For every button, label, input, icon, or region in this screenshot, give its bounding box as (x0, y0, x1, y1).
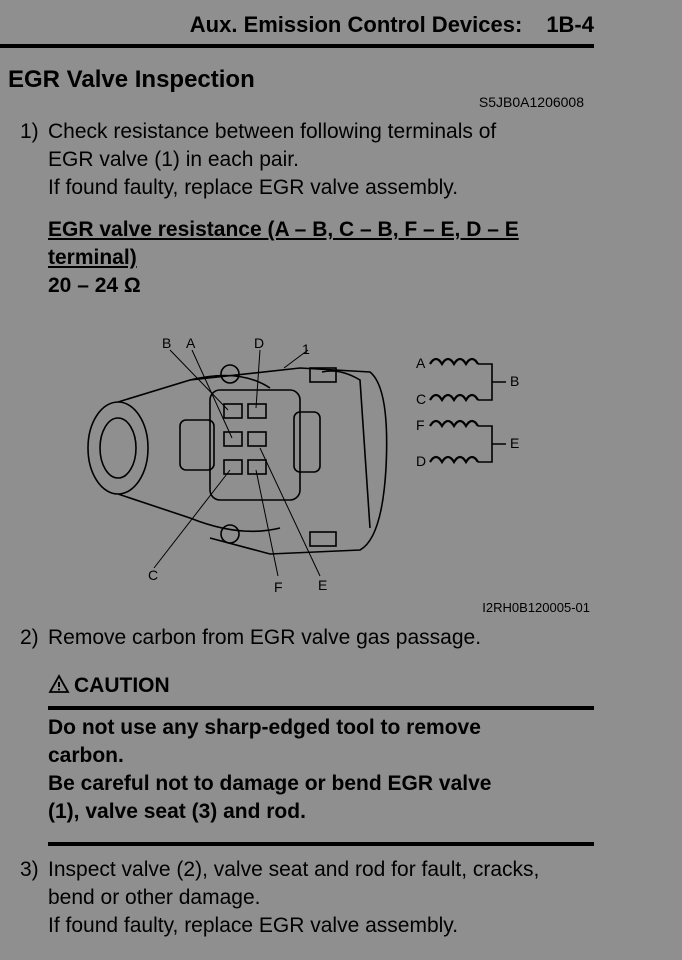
valve-housing-edge (322, 371, 370, 528)
terminal-b (224, 404, 242, 418)
step-1-number: 1) (20, 120, 39, 143)
terminal-mid (248, 432, 266, 446)
step-1-line-1: Check resistance between following terminals of (48, 120, 497, 143)
coil-c-b (430, 395, 478, 400)
page-number: 1B-4 (546, 12, 594, 37)
section-code: S5JB0A1206008 (478, 94, 584, 110)
section-title: EGR Valve Inspection (8, 66, 255, 93)
terminal-c (224, 460, 242, 474)
egr-valve-figure (70, 328, 550, 598)
step-1-line-2: EGR valve (1) in each pair. (48, 148, 299, 171)
terminal-f (248, 460, 266, 474)
schematic-f: F (416, 417, 425, 433)
callout-f: F (274, 579, 283, 595)
caution-heading (48, 674, 170, 698)
terminal-d (248, 404, 266, 418)
mount-bottom (310, 532, 336, 546)
schematic-a: A (416, 355, 426, 371)
schematic-c: C (416, 391, 427, 407)
caution-line-3: Be careful not to damage or bend EGR valve (48, 772, 492, 795)
caution-line-2: carbon. (48, 744, 124, 767)
callout-c: C (148, 567, 159, 583)
header-title: Aux. Emission Control Devices: (189, 12, 523, 37)
coil-a-b (430, 359, 478, 364)
schematic-b: B (510, 373, 520, 389)
terminal-a (224, 432, 242, 446)
callout-d: D (254, 335, 265, 351)
bolt-bottom (221, 525, 239, 543)
callout-a: A (186, 335, 196, 351)
spec-line-1: EGR valve resistance (A – B, C – B, F – E, D – E (48, 218, 519, 241)
connector-clip (180, 420, 214, 470)
bolt-top (221, 365, 239, 383)
caution-bottom-rule (48, 842, 594, 846)
step-1-line-3: If found faulty, replace EGR valve assembly. (48, 176, 459, 199)
coil-d-e (430, 457, 478, 462)
step-2-number: 2) (20, 626, 39, 649)
step-2-text: Remove carbon from EGR valve gas passage. (48, 626, 482, 649)
figure-code: I2RH0B120005-01 (482, 600, 590, 615)
valve-inlet-ellipse (88, 402, 148, 494)
caution-body (48, 714, 594, 826)
coil-schematic (430, 359, 506, 462)
callout-e: E (318, 577, 328, 593)
step-3-line-3: If found faulty, replace EGR valve assembly. (48, 914, 459, 937)
caution-line-1: Do not use any sharp-edged tool to remove (48, 716, 481, 739)
caution-top-rule (48, 706, 594, 710)
resistance-spec (48, 216, 596, 300)
coil-f-e (430, 421, 478, 426)
callout-b: B (162, 335, 172, 351)
step-2 (20, 624, 481, 652)
step-1 (20, 118, 496, 202)
page-header (190, 12, 594, 38)
step-3-line-1: Inspect valve (2), valve seat and rod for fault, cracks, (48, 858, 540, 881)
header-rule (0, 44, 594, 48)
valve-inlet-inner (100, 418, 136, 478)
connector-side (294, 412, 320, 472)
warning-triangle-icon (48, 674, 70, 694)
schematic-d: D (416, 453, 427, 469)
step-3 (20, 856, 539, 940)
step-3-number: 3) (20, 858, 39, 881)
step-3-line-2: bend or other damage. (48, 886, 261, 909)
valve-housing (190, 368, 387, 554)
caution-title: CAUTION (74, 674, 170, 697)
spec-line-2: terminal) (48, 246, 137, 269)
schematic-e: E (510, 435, 520, 451)
callout-1: 1 (302, 341, 310, 357)
spec-value: 20 – 24 Ω (48, 274, 141, 297)
caution-line-4: (1), valve seat (3) and rod. (48, 800, 306, 823)
